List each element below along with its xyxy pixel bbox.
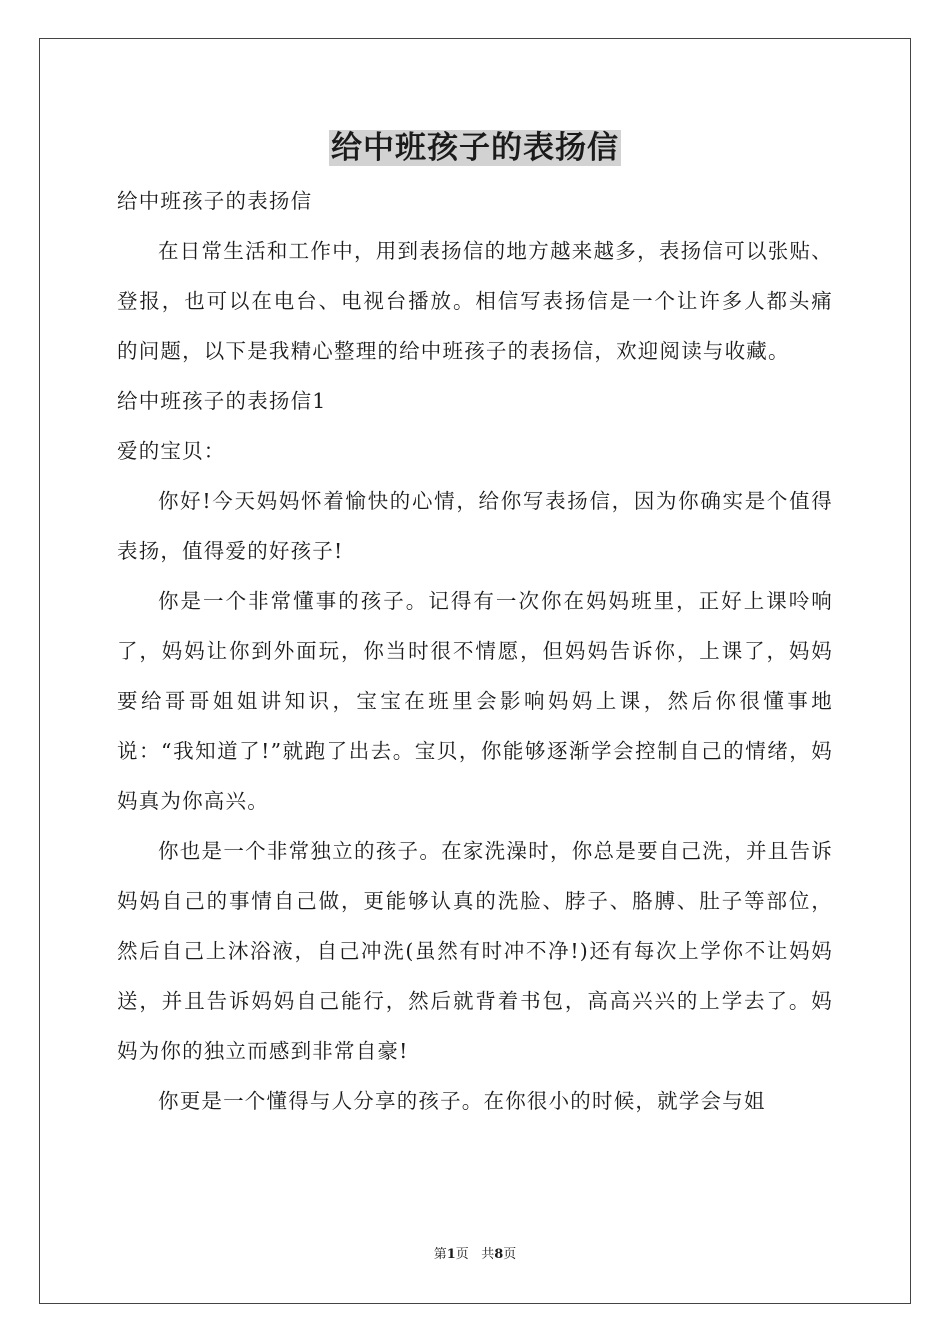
paragraph-5: 你好!今天妈妈怀着愉快的心情，给你写表扬信，因为你确实是个值得表扬，值得爱的好孩子! [117, 489, 833, 563]
page-footer [0, 1246, 950, 1264]
footer-prefix: 第 [433, 1247, 447, 1262]
footer-page-number: 1 [446, 1247, 456, 1262]
footer-total-suffix: 页 [503, 1247, 517, 1262]
footer-total-pages: 8 [494, 1247, 504, 1262]
footer-page-suffix: 页 [455, 1247, 469, 1262]
footer-total-prefix: 共 [481, 1247, 495, 1262]
document-title [0, 126, 950, 170]
document-body [117, 176, 833, 1126]
paragraph-6: 你是一个非常懂事的孩子。记得有一次你在妈妈班里，正好上课呤响了，妈妈让你到外面玩，你当时很不情愿，但妈妈告诉你，上课了，妈妈要给哥哥姐姐讲知识，宝宝在班里会影响妈妈上课，然后你很懂事地说：“我知道了!”就跑了出去。宝贝，你能够逐渐学会控制自己的情绪，妈妈真为你高兴。 [117, 589, 833, 813]
paragraph-4: 爱的宝贝： [117, 439, 226, 463]
paragraph-1: 给中班孩子的表扬信 [117, 189, 313, 213]
paragraph-2: 在日常生活和工作中，用到表扬信的地方越来越多，表扬信可以张贴、登报，也可以在电台、电视台播放。相信写表扬信是一个让许多人都头痛的问题，以下是我精心整理的给中班孩子的表扬信，欢迎阅读与收藏。 [117, 239, 833, 363]
paragraph-3: 给中班孩子的表扬信1 [117, 389, 327, 413]
paragraph-7: 你也是一个非常独立的孩子。在家洗澡时，你总是要自己洗，并且告诉妈妈自己的事情自己做，更能够认真的洗脸、脖子、胳膊、肚子等部位，然后自己上沐浴液，自己冲洗(虽然有时冲不净!)还有每次上学你不让妈妈送，并且告诉妈妈自己能行，然后就背着书包，高高兴兴的上学去了。妈妈为你的独立而感到非常自豪! [117, 839, 833, 1063]
document-title-text: 给中班孩子的表扬信 [331, 130, 619, 166]
paragraph-8: 你更是一个懂得与人分享的孩子。在你很小的时候，就学会与姐 [158, 1089, 766, 1113]
